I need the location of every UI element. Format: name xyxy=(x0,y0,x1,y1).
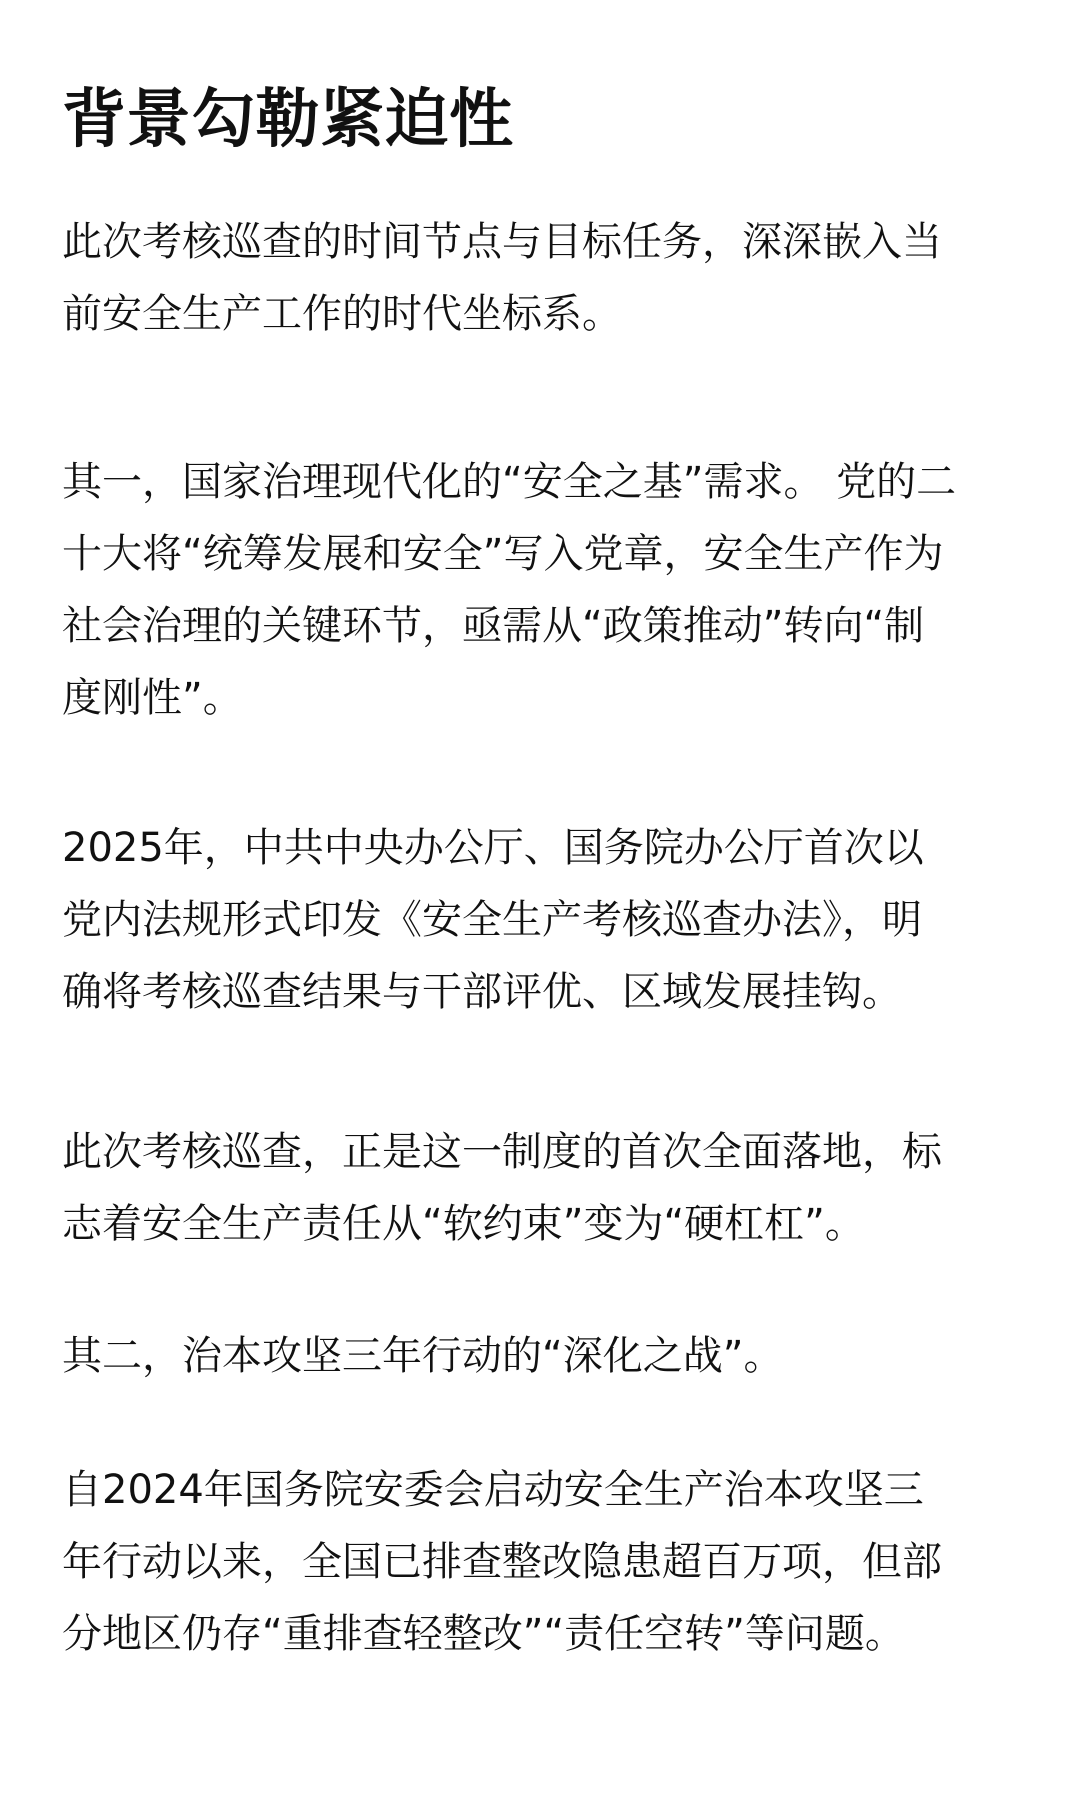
paragraph-line: 自2024年国务院安委会启动安全生产治本攻坚三 xyxy=(62,1467,924,1513)
paragraph-line: 十大将“统筹发展和安全”写入党章，安全生产作为 xyxy=(62,531,944,577)
paragraph-intro xyxy=(62,206,1030,350)
paragraph-line: 社会治理的关键环节，亟需从“政策推动”转向“制 xyxy=(62,603,925,649)
paragraph-line: 2025年，中共中央办公厅、国务院办公厅首次以 xyxy=(62,825,924,871)
paragraph-line: 其二，治本攻坚三年行动的“深化之战”。 xyxy=(62,1333,784,1379)
article-title: 背景勾勒紧迫性 xyxy=(62,83,514,157)
paragraph-line: 此次考核巡查的时间节点与目标任务，深深嵌入当 xyxy=(62,219,942,265)
paragraph-line: 分地区仍存“重排查轻整改”“责任空转”等问题。 xyxy=(62,1611,905,1657)
paragraph-line: 度刚性”。 xyxy=(62,675,243,721)
paragraph-progress xyxy=(62,1454,1030,1670)
paragraph-line: 此次考核巡查，正是这一制度的首次全面落地，标 xyxy=(62,1129,942,1175)
paragraph-line: 其一，国家治理现代化的“安全之基”需求。 党的二 xyxy=(62,459,957,505)
paragraph-line: 确将考核巡查结果与干部评优、区域发展挂钩。 xyxy=(62,969,902,1015)
paragraph-point-two xyxy=(62,1320,1030,1392)
paragraph-line: 前安全生产工作的时代坐标系。 xyxy=(62,291,622,337)
paragraph-implementation xyxy=(62,1116,1030,1260)
paragraph-point-one xyxy=(62,446,1030,734)
paragraph-line: 党内法规形式印发《安全生产考核巡查办法》，明 xyxy=(62,897,922,943)
paragraph-line: 志着安全生产责任从“软约束”变为“硬杠杠”。 xyxy=(62,1201,865,1247)
paragraph-regulation xyxy=(62,812,1030,1028)
paragraph-line: 年行动以来，全国已排查整改隐患超百万项，但部 xyxy=(62,1539,942,1585)
